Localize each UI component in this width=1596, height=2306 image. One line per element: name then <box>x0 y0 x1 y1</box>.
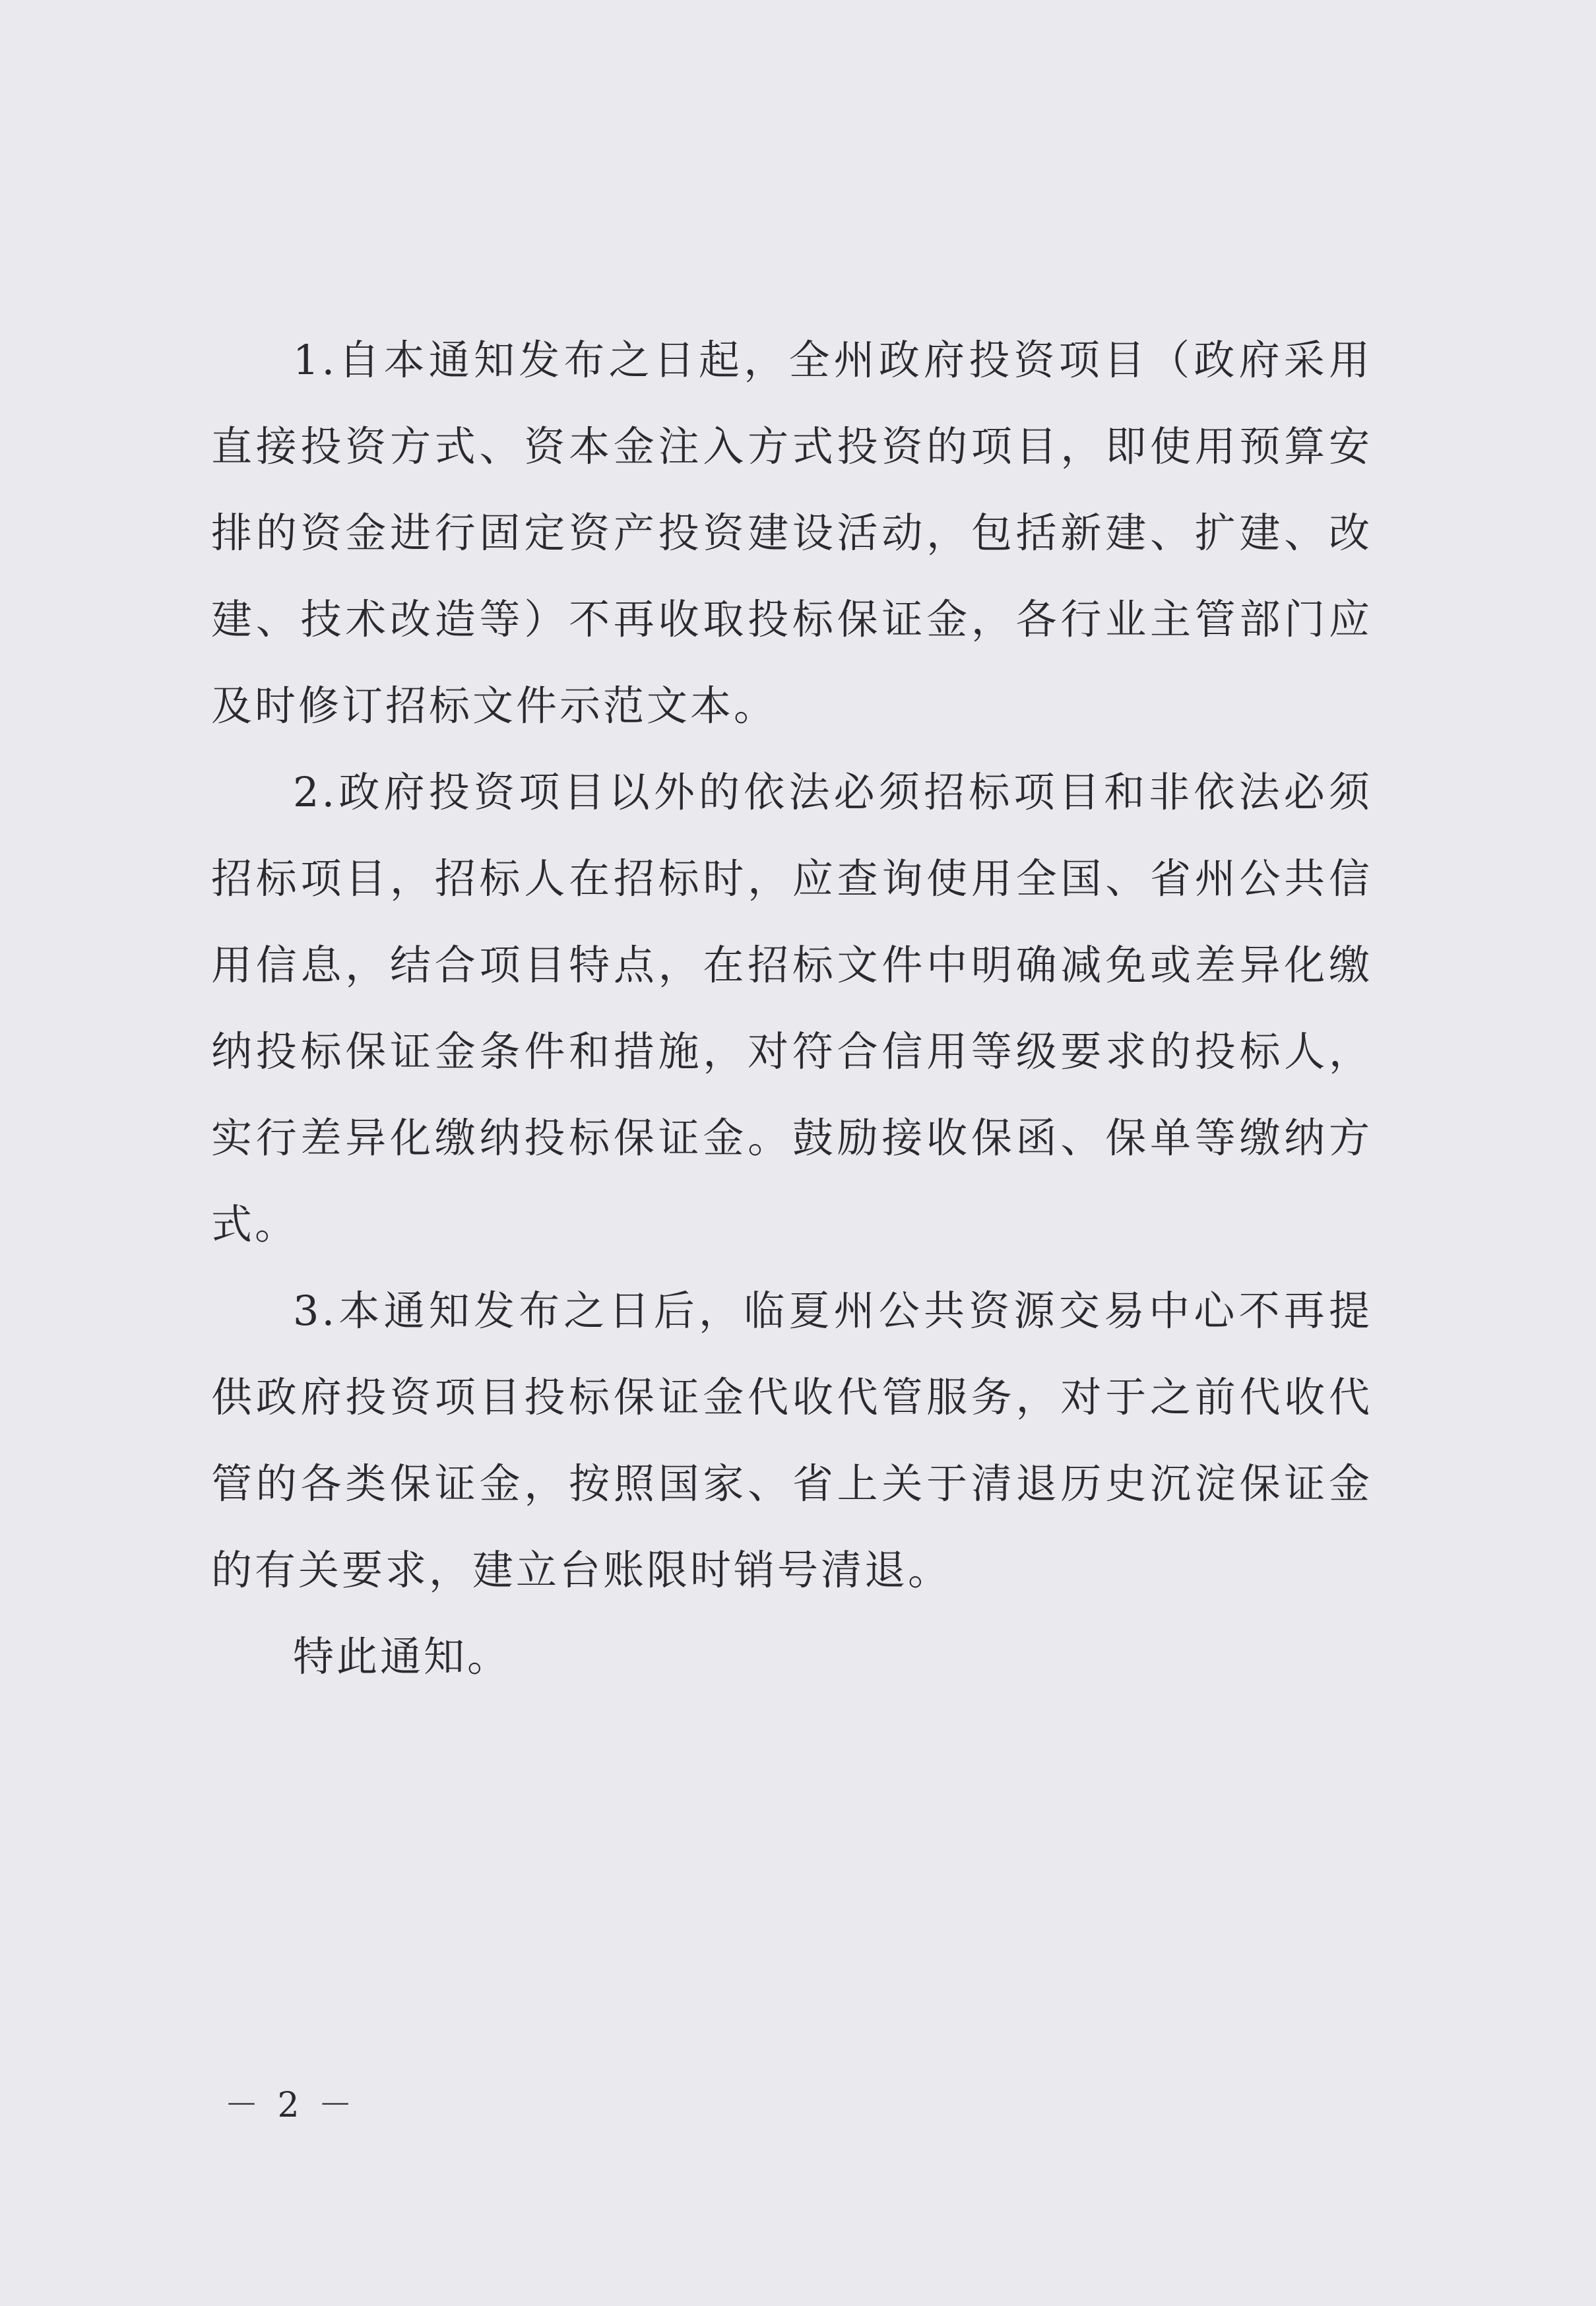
paragraph-1: 1.自本通知发布之日起，全州政府投资项目（政府采用直接投资方式、资本金注入方式投资的项目，即使用预算安排的资金进行固定资产投资建设活动，包括新建、扩建、改建、技术改造等）不再收取投标保证金，各行业主管部门应及时修订招标文件示范文本。 <box>211 336 1372 730</box>
paragraph-2: 2.政府投资项目以外的依法必须招标项目和非依法必须招标项目，招标人在招标时，应查询使用全国、省州公共信用信息，结合项目特点，在招标文件中明确减免或差异化缴纳投标保证金条件和措施，对符合信用等级要求的投标人，实行差异化缴纳投标保证金。鼓励接收保函、保单等缴纳方式。 <box>211 768 1372 1248</box>
page-number: － 2 － <box>224 2086 357 2125</box>
notice-body <box>211 317 1372 1700</box>
paragraph-3: 3.本通知发布之日后，临夏州公共资源交易中心不再提供政府投资项目投标保证金代收代管服务，对于之前代收代管的各类保证金，按照国家、省上关于清退历史沉淀保证金的有关要求，建立台账限时销号清退。 <box>211 1287 1372 1594</box>
closing-line: 特此通知。 <box>293 1632 511 1681</box>
